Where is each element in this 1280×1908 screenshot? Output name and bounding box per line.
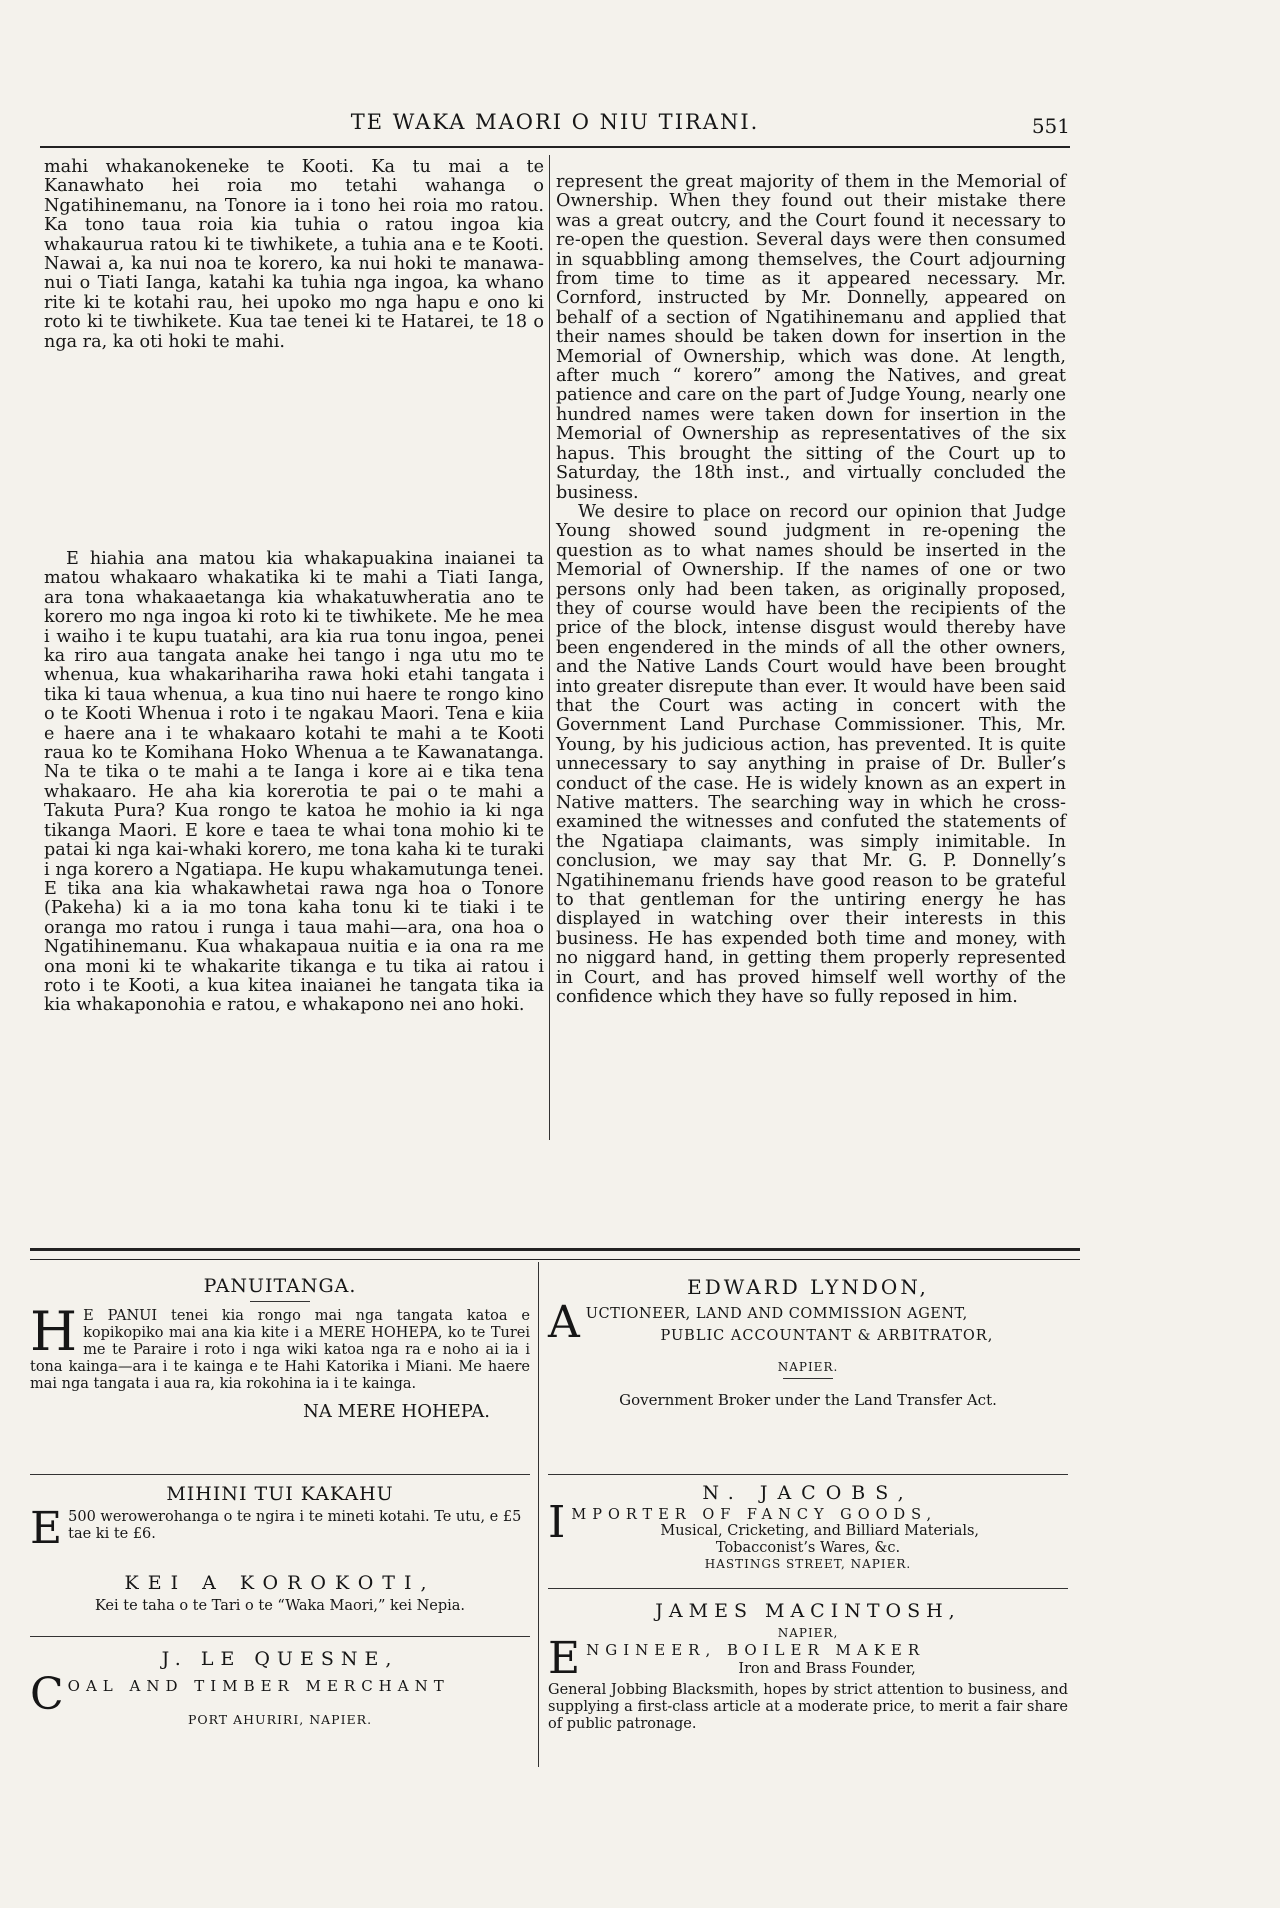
ad-separator: [30, 1636, 530, 1637]
maori-paragraph-2: E hiahia ana matou kia whakapuakina inaianei ta matou whakaaro whakatika ki te mahi a Tiati Ianga, ara tona whakaaetanga kia whakatuwheratia ano te korero mo nga ingoa ki roto ki te tiwhikete. Me he mea i waiho i te kupu tuatahi, ara kia rua tonu ingoa, penei ka riro aua tangata anake hei tango i nga utu mo te whenua, kua whakarihariha rawa hoki etahi tangata i tika ki taua whenua, a kua tino nui haere te rongo kino o te Kooti Whenua i roto i te ngakau Maori. Tena e kiia e haere ana i te whakaaro kotahi te mahi a te Kooti raua ko te Komihana Hoko Whenua a te Kawanatanga. Na te tika o te mahi a te Ianga i kore ai e tika tena whakaaro. He aha kia korerotia te pai o te mahi a Takuta Pura? Kua rongo te katoa he mohio ia ki nga tikanga Maori. E kore e taea te whai tona mohio ki te patai ki nga kai-whaki korero, me tona kaha ki te turaki i nga korero a Ngatiapa. He kupu whakamutunga tenei. E tika ana kia whakawhetai rawa nga hoa o Tonore (Pakeha) ki a ia mo tona kaha tonu ki te tiaki i te oranga mo ratou i runga i taua mahi—ara, ona hoa o Ngatihinemanu. Kua whakapaua nuitia e ia ona ra me ona moni ki te whakarite tikanga e tu tika ai ratou i roto i te Kooti, a kua kitea inaianei he tangata tika ia kia whakaponohia e ratou, e whakapono nei ano hoki.: [44, 549, 544, 1016]
ad-lyndon-drop-cap: A: [548, 1297, 580, 1348]
ad-lequesne-name: J. LE QUESNE,: [161, 1648, 399, 1670]
ad-macintosh-line1: NGINEER, BOILER MAKER: [586, 1641, 926, 1659]
ad-panuitanga-signature: NA MERE HOHEPA.: [303, 1401, 490, 1422]
english-paragraph-2: We desire to place on record our opinion that Judge Young showed sound judgment in re-opening the question as to what names should be inserted in the Memorial of Ownership. If the names of one or two persons only had been taken, as originally proposed, they of course would have been the recipients of the price of the block, intense disgust would thereby have been engendered in the minds of all the other owners, and the Native Lands Court would have been brought into greater disrepute than ever. It would have been said that the Court was acting in concert with the Government Land Purchase Commissioner. This, Mr. Young, by his judicious action, has prevented. It is quite unnecessary to say anything in praise of Dr. Buller’s conduct of the case. He is widely known as an expert in Native matters. The searching way in which he cross-examined the witnesses and confuted the statements of the Ngatiapa claimants, was simply inimitable. In conclusion, we may say that Mr. G. P. Donnelly’s Ngatihinemanu friends have good reason to be grateful to that gentleman for the untiring energy he has displayed in watching over their interests in this business. He has expended both time and money, with no niggard hand, in getting them properly represented in Court, and has proved himself well worthy of the confidence which they have so fully reposed in him.: [556, 501, 1066, 1008]
ad-lyndon-place: NAPIER.: [777, 1360, 839, 1374]
page-title: TE WAKA MAORI O NIU TIRANI.: [350, 110, 760, 134]
page-number: 551: [1031, 114, 1070, 138]
ad-macintosh-place: NAPIER,: [777, 1626, 839, 1640]
advertisements-divider: [538, 1262, 539, 1767]
ad-jacobs-drop-cap: I: [548, 1497, 566, 1548]
column-divider: [549, 155, 550, 1140]
ad-divider: [250, 1301, 310, 1302]
ad-lyndon: [548, 1275, 1068, 1409]
ad-mihini-drop-cap: E: [30, 1503, 63, 1554]
ad-lequesne-address: PORT AHURIRI, NAPIER.: [187, 1712, 373, 1727]
ad-macintosh-line2: Iron and Brass Founder,: [738, 1661, 916, 1677]
ad-lyndon-line2: PUBLIC ACCOUNTANT & ARBITRATOR,: [660, 1328, 994, 1344]
ad-separator: [548, 1474, 1068, 1475]
ad-korokoti-heading: KEI A KOROKOTI,: [124, 1572, 436, 1594]
ad-jacobs: [548, 1482, 1068, 1571]
ad-mihini-heading: MIHINI TUI KAKAHU: [166, 1483, 394, 1505]
ad-jacobs-line2: Musical, Cricketing, and Billiard Materials,: [660, 1523, 980, 1539]
ad-jacobs-line1: MPORTER OF FANCY GOODS,: [571, 1507, 938, 1523]
ad-korokoti-body: Kei te taha o te Tari o te “Waka Maori,” kei Nepia.: [94, 1598, 466, 1614]
ad-lyndon-name: EDWARD LYNDON,: [687, 1275, 929, 1299]
advertisements-rule: [30, 1248, 1080, 1260]
ad-macintosh-name: JAMES MACINTOSH,: [655, 1600, 961, 1622]
ad-separator: [30, 1474, 530, 1475]
header-rule: [40, 146, 1070, 148]
left-column-top: [44, 158, 544, 352]
page-header: [40, 108, 1070, 148]
ad-panuitanga-body: E PANUI tenei kia rongo mai nga tangata katoa e kopikopiko mai ana kia kite i a MERE HOHEPA, ko te Turei me te Paraire i roto i nga wiki katoa nga ra e noho ai ia i tona kainga—ara i te kainga e te Hahi Katorika i Miani. Me haere mai nga tangata i aua ra, kia rokohina ia i te kainga.: [30, 1308, 530, 1392]
english-paragraph-1: represent the great majority of them in the Memorial of Ownership. When they found out their mistake there was a great outcry, and the Court found it necessary to re-open the question. Several days were then consumed in squabbling among themselves, the Court adjourning from time to time as it appeared necessary. Mr. Cornford, instructed by Mr. Donnelly, appeared on behalf of a section of Ngatihinemanu and applied that their names should be taken down for insertion in the Memorial of Ownership, which was done. At length, after much “ korero” among the Natives, and great patience and care on the part of Judge Young, nearly one hundred names were taken down for insertion in the Memorial of Ownership as representatives of the six hapus. This brought the sitting of the Court up to Saturday, the 18th inst., and virtually concluded the business.: [556, 172, 1066, 503]
maori-paragraph-1: mahi whakanokeneke te Kooti. Ka tu mai a te Kanawhato hei roia mo tetahi wahanga o Ngatihinemanu, na Tonore ia i tono hei roia mo ratou. Ka tono taua roia kia tuhia o ratou ingoa kia whakaurua ratou ki te tiwhikete, a tuhia ana e te Kooti. Nawai a, ka nui noa te korero, ka nui hoki te manawa-nui o Tiati Ianga, katahi ka tuhia nga ingoa, ka whano rite ki te kotahi rau, hei upoko mo nga hapu e ono ki roto ki te tiwhikete. Kua tae tenei ki te Hatarei, te 18 o nga ra, ka oti hoki te mahi.: [44, 157, 544, 352]
ad-mihini-body: 500 werowerohanga o te ngira i te mineti kotahi. Te utu, e £5 tae ki te £6.: [68, 1509, 522, 1542]
ad-lequesne: [30, 1648, 530, 1727]
ad-jacobs-line3: Tobacconist’s Wares, &c.: [715, 1540, 901, 1556]
ad-panuitanga: [30, 1275, 530, 1422]
ad-lyndon-line3: Government Broker under the Land Transfer Act.: [619, 1391, 997, 1409]
ad-lequesne-trade: OAL AND TIMBER MERCHANT: [67, 1677, 450, 1695]
ad-lyndon-line1: UCTIONEER, LAND AND COMMISSION AGENT,: [585, 1306, 968, 1322]
ad-jacobs-name: N. JACOBS,: [702, 1482, 914, 1504]
ad-jacobs-line4: HASTINGS STREET, NAPIER.: [704, 1557, 912, 1571]
ad-panuitanga-heading: PANUITANGA.: [203, 1275, 357, 1297]
ad-lequesne-drop-cap: C: [30, 1669, 64, 1720]
ad-macintosh-drop-cap: E: [548, 1633, 581, 1684]
ad-mihini: [30, 1483, 530, 1554]
ad-separator: [548, 1588, 1068, 1589]
ad-korokoti: [30, 1572, 530, 1615]
ad-divider: [783, 1378, 833, 1379]
right-column: [556, 173, 1066, 1007]
ad-panuitanga-drop-cap: H: [30, 1300, 78, 1363]
ad-macintosh-body: General Jobbing Blacksmith, hopes by strict attention to business, and supplying a first-class article at a moderate price, to merit a fair share of public patronage.: [548, 1682, 1068, 1732]
ad-macintosh: [548, 1600, 1068, 1733]
left-column-bottom: [44, 550, 544, 1016]
